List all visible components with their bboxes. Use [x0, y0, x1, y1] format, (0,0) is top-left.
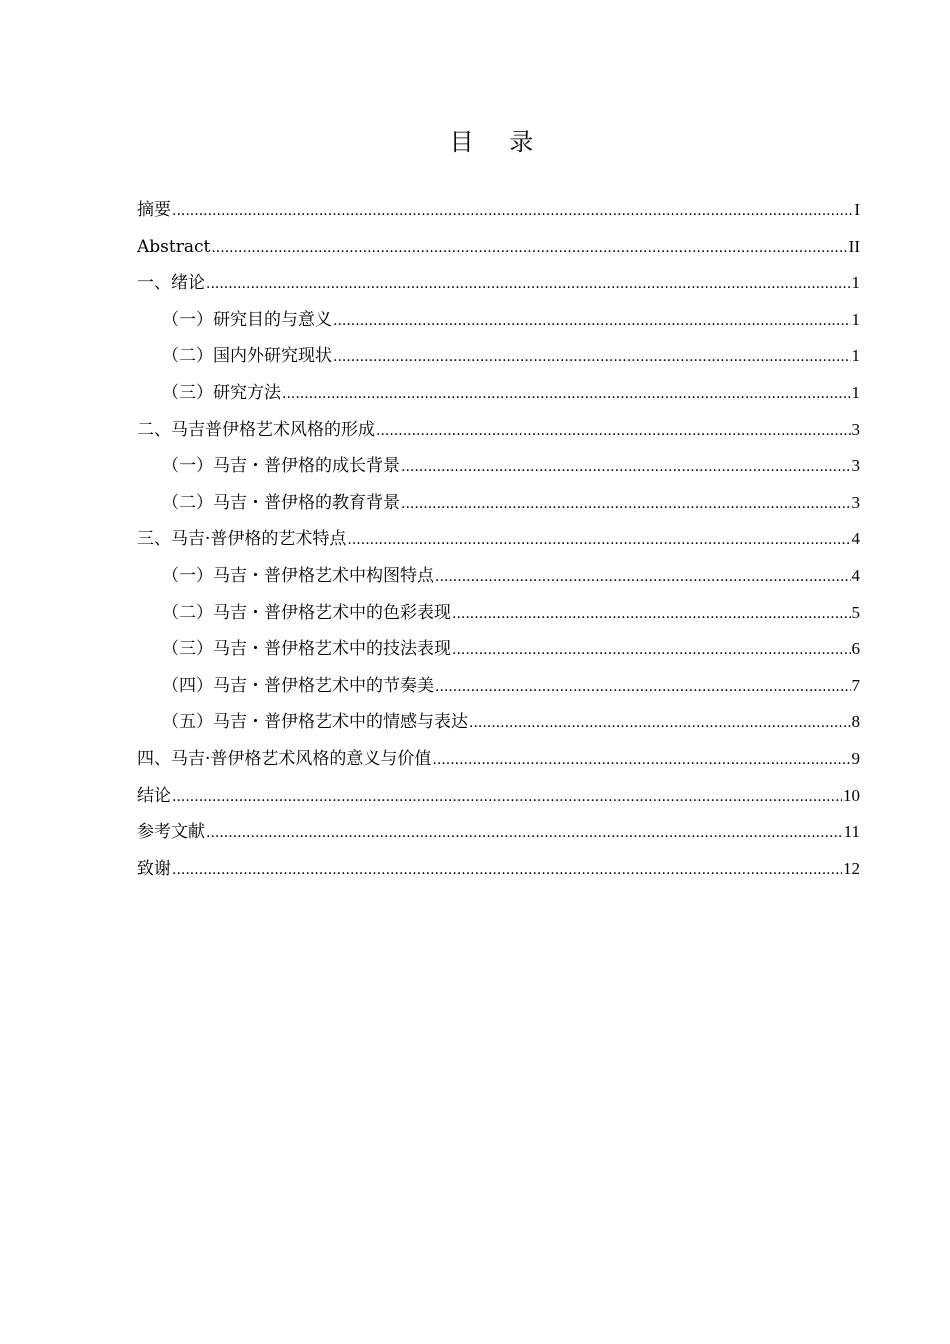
toc-entry-label: （三）研究方法 [162, 382, 281, 403]
dot-leader [469, 705, 851, 742]
toc-entry-label: 摘要 [137, 200, 171, 220]
toc-entry-label: Abstract [137, 236, 211, 257]
toc-entry-label: （三）马吉・普伊格艺术中的技法表现 [162, 639, 451, 660]
toc-entry[interactable] [137, 851, 860, 888]
toc-entry-page-number: 12 [843, 858, 860, 878]
dot-leader [333, 303, 851, 340]
dot-leader [376, 413, 851, 450]
toc-entry-page-number: I [854, 200, 860, 219]
toc-entry-label: 三、马吉·普伊格的艺术特点 [137, 529, 347, 550]
toc-entry-label: 致谢 [137, 858, 171, 879]
dot-leader [282, 376, 851, 413]
dot-leader [401, 486, 851, 523]
toc-entry-page-number: 1 [851, 346, 860, 366]
toc-entry[interactable] [137, 338, 860, 375]
toc-entry-label: （二）国内外研究现状 [162, 346, 332, 367]
toc-entry-label: （四）马吉・普伊格艺术中的节奏美 [162, 675, 434, 696]
toc-entry-page-number: 4 [851, 529, 860, 549]
dot-leader [401, 449, 851, 486]
dot-leader [347, 522, 850, 559]
dot-leader [435, 669, 851, 706]
toc-entry-page-number: 6 [851, 639, 860, 659]
toc-entry-label: 一、绪论 [137, 273, 205, 294]
toc-entry-page-number: 3 [851, 419, 860, 439]
toc-entry-page-number: 1 [851, 273, 860, 293]
dot-leader [432, 742, 850, 779]
toc-entry[interactable] [137, 485, 860, 522]
toc-entry-page-number: 3 [851, 456, 860, 476]
dot-leader [172, 852, 842, 889]
dot-leader [206, 266, 851, 303]
toc-entry-page-number: 1 [851, 309, 860, 329]
toc-entry[interactable] [137, 595, 860, 632]
toc-entry-label: （一）研究目的与意义 [162, 309, 332, 330]
toc-entry[interactable] [137, 265, 860, 302]
toc-entry[interactable] [137, 229, 860, 266]
toc-entry-label: 四、马吉·普伊格艺术风格的意义与价值 [137, 748, 432, 769]
toc-entry[interactable] [137, 814, 860, 851]
toc-entry-page-number: 7 [851, 675, 860, 695]
toc-entry-label: （二）马吉・普伊格艺术中的色彩表现 [162, 602, 451, 623]
dot-leader [435, 559, 851, 596]
toc-entry-page-number: 9 [851, 748, 860, 768]
toc-entry-label: 结论 [137, 785, 171, 806]
toc-entry[interactable] [137, 741, 860, 778]
toc-entry-page-number: 11 [843, 822, 860, 842]
dot-leader [333, 339, 851, 376]
toc-entry-label: （五）马吉・普伊格艺术中的情感与表达 [162, 712, 468, 733]
toc-entry-page-number: 8 [851, 712, 860, 732]
dot-leader [172, 193, 853, 230]
toc-entry-page-number: 10 [843, 785, 860, 805]
toc-entry-page-number: 5 [851, 602, 860, 622]
page-title: 目 录 [449, 128, 548, 156]
toc-entry-page-number: 1 [851, 382, 860, 402]
toc-entry-page-number: II [848, 236, 860, 256]
toc-entry-label: （一）马吉・普伊格的成长背景 [162, 456, 400, 477]
toc-entry[interactable] [137, 631, 860, 668]
toc-entry[interactable] [137, 192, 860, 229]
toc-entry[interactable] [137, 558, 860, 595]
dot-leader [452, 596, 851, 633]
toc-entry[interactable] [137, 778, 860, 815]
dot-leader [452, 632, 851, 669]
toc-entry[interactable] [137, 704, 860, 741]
toc-entry[interactable] [137, 448, 860, 485]
toc-entry-label: （一）马吉・普伊格艺术中构图特点 [162, 565, 434, 586]
dot-leader [211, 230, 847, 267]
table-of-contents [137, 192, 860, 887]
toc-entry-page-number: 4 [851, 565, 860, 585]
toc-entry-page-number: 3 [851, 492, 860, 512]
dot-leader [206, 815, 843, 852]
toc-entry[interactable] [137, 375, 860, 412]
toc-entry[interactable] [137, 521, 860, 558]
toc-entry[interactable] [137, 412, 860, 449]
toc-entry-label: 二、马吉普伊格艺术风格的形成 [137, 419, 375, 440]
toc-entry[interactable] [137, 668, 860, 705]
toc-entry[interactable] [137, 302, 860, 339]
dot-leader [172, 779, 842, 816]
toc-entry-label: （二）马吉・普伊格的教育背景 [162, 492, 400, 513]
toc-entry-label: 参考文献 [137, 822, 205, 843]
